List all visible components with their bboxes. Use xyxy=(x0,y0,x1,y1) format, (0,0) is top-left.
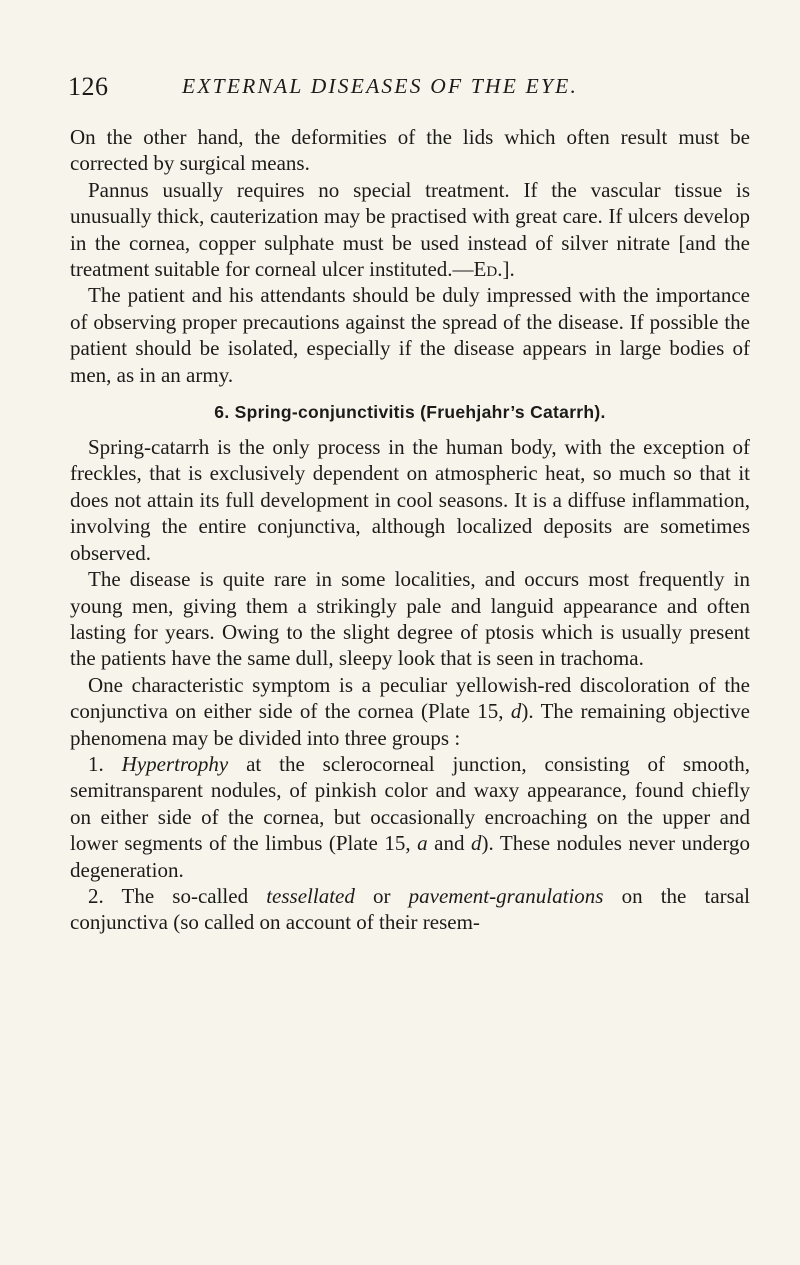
body-text xyxy=(70,124,750,936)
running-title: EXTERNAL DISEASES OF THE EYE. xyxy=(182,74,579,98)
paragraph xyxy=(70,672,750,751)
paragraph-text: ]. xyxy=(502,257,515,282)
paragraph xyxy=(70,883,750,936)
paragraph-text: ). The remaining objective phenomena may be divided into three groups : xyxy=(70,699,750,750)
paragraph-text: Pannus usually requires no special treatment. If the vascular tissue is unusually thick, cauterization may be practised with great care. If ulcers develop in the cornea, copper sulphate must be used instead of silver nitrate [and the treatment suitable for corneal ulcer instituted.— xyxy=(70,177,750,282)
paragraph: The patient and his attendants should be duly impressed with the importance of observing proper precautions against the spread of the disease. If possible the patient should be isolated, especially if the disease appears in large bodies of men, as in an army. xyxy=(70,283,750,387)
section-heading xyxy=(70,400,750,424)
term: Hypertrophy xyxy=(121,751,229,776)
editor-abbrev: Ed. xyxy=(473,257,503,282)
paragraph: On the other hand, the deformities of the lids which often result must be corrected by surgical means. xyxy=(70,125,750,176)
paragraph-text: on the tarsal conjunctiva (so called on account of their resem- xyxy=(70,883,750,935)
section-heading-title: 6. Spring-conjunctivitis xyxy=(214,402,415,423)
plate-letter: d xyxy=(510,699,522,724)
page-number: 126 xyxy=(68,72,109,101)
term: tessellated xyxy=(266,883,355,908)
paragraph-text: ). These nodules never undergo degeneration. xyxy=(70,831,750,882)
plate-letter: a xyxy=(417,831,428,856)
running-head xyxy=(68,72,748,112)
section-heading-subtitle: (Fruehjahr’s Catarrh). xyxy=(420,402,606,423)
list-number: 1. xyxy=(88,751,122,776)
paragraph-text: One characteristic symptom is a peculiar yellowish-red discoloration of the conjunctiva on either side of the cornea (Plate 15, xyxy=(70,672,750,724)
paragraph-text: 2. The so-called xyxy=(88,883,267,908)
paragraph-text: and xyxy=(427,831,472,856)
term: pavement-granulations xyxy=(408,883,604,908)
paragraph: The disease is quite rare in some localities, and occurs most frequently in young men, giving them a strikingly pale and languid appearance and often lasting for years. Owing to the slight degree of ptosis which is usually present the patients have the same dull, sleepy look that is seen in trachoma. xyxy=(70,567,750,671)
paragraph-text: at the sclerocorneal junction, consisting of smooth, semitransparent nodules, of pinkish color and waxy appearance, found chiefly on either side of the cornea, but occasionally encroaching on the upper and lower segments of the limbus (Plate 15, xyxy=(70,751,751,856)
paragraph xyxy=(70,177,750,283)
paragraph-text: or xyxy=(354,883,409,908)
paragraph: Spring-catarrh is the only process in the human body, with the exception of freckles, that is exclusively dependent on atmospheric heat, so much so that it does not attain its full development in cool seasons. It is a diffuse inflammation, involving the entire conjunctiva, although localized deposits are sometimes observed. xyxy=(70,435,750,565)
paragraph xyxy=(70,751,750,883)
plate-letter: d xyxy=(471,831,482,856)
